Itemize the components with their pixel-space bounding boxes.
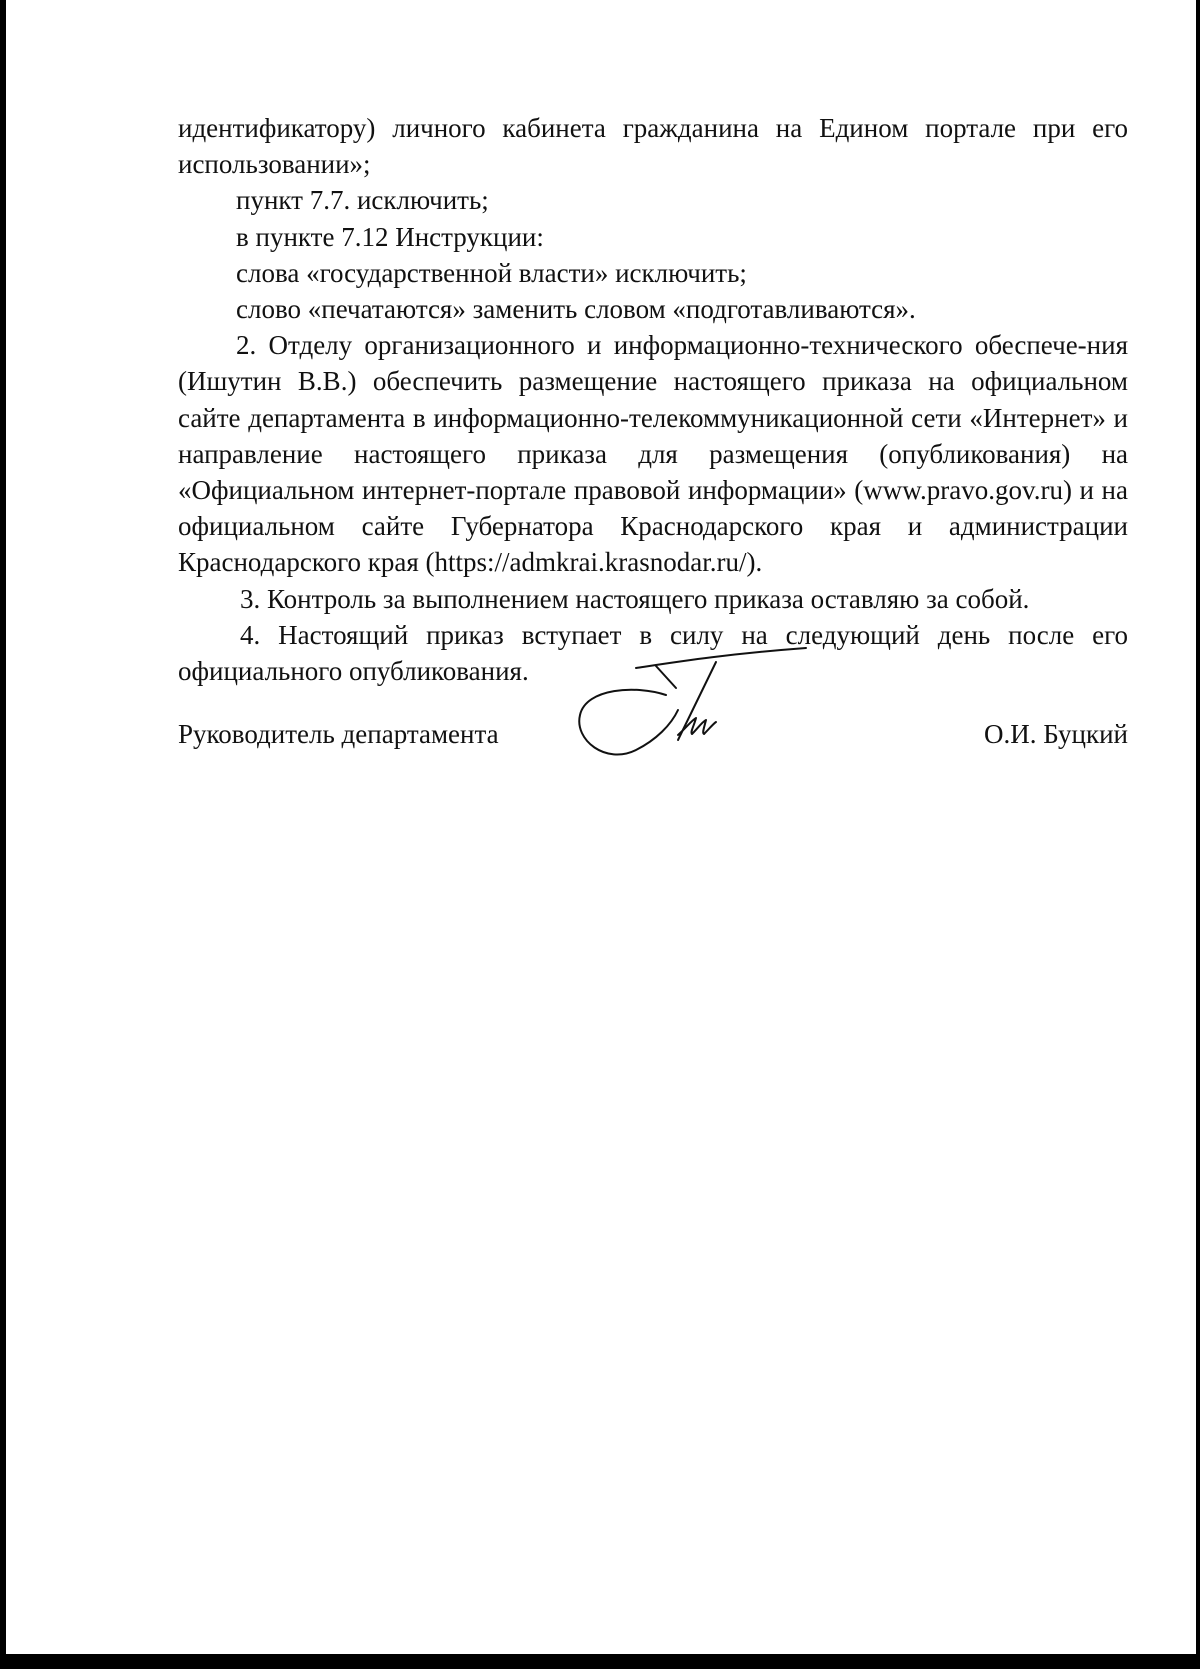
paragraph-point-3: 3. Контроль за выполнением настоящего приказа оставляю за собой. (240, 583, 1030, 614)
paragraph-point-2: 2. Отделу организационного и информационно-технического обеспече-ния (Ишутин В.В.) обеспечить размещение настоящего приказа на официальном сайте департамента в информационно-телекоммуникационной сети «Интернет» и направление настоящего приказа для размещения (опубликования) на «Официальном интернет-портале правовой информации» (www.pravo.gov.ru) и на официальном сайте Губернатора Краснодарского края и администрации Краснодарского края (https://admkrai.krasnodar.ru/). (178, 330, 1128, 578)
signer-position: Руководитель департамента (178, 719, 499, 749)
paragraph-continuation: идентификатору) личного кабинета гражданина на Едином портале при его использовании»; (178, 113, 1128, 180)
document-page (6, 0, 1196, 1654)
paragraph-words-removal: слова «государственной власти» исключить; (236, 257, 747, 288)
paragraph-item-7-12: в пункте 7.12 Инструкции: (236, 221, 544, 252)
signer-name: О.И. Буцкий (983, 719, 1128, 749)
paragraph-word-replacement: слово «печатаются» заменить словом «подготавливаются». (236, 294, 916, 325)
paragraph-point-4: 4. Настоящий приказ вступает в силу на следующий день после его официального опубликования. (178, 619, 1128, 687)
signature-row (178, 714, 1128, 754)
paragraph-item-7-7: пункт 7.7. исключить; (236, 185, 489, 216)
document-body (178, 110, 1128, 689)
